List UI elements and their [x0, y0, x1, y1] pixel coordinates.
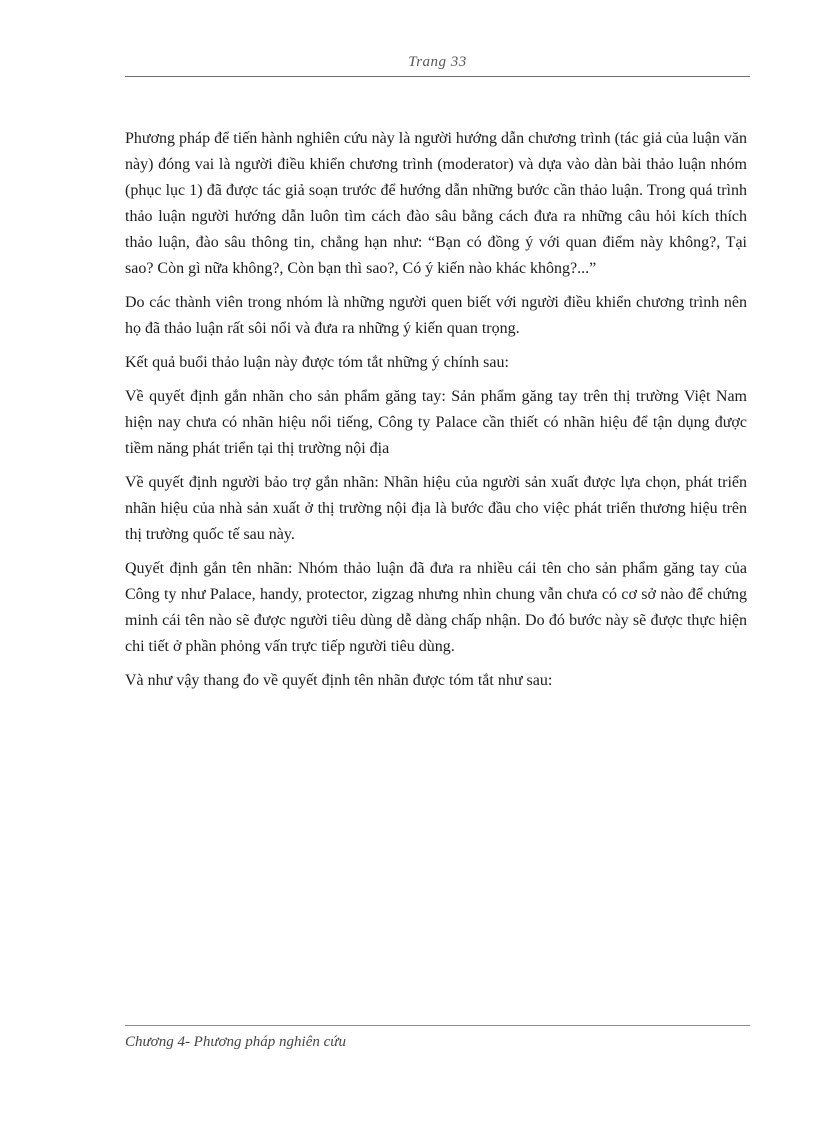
paragraph-results-intro: Kết quả buổi thảo luận này được tóm tắt những ý chính sau:	[125, 354, 509, 371]
paragraph-naming-decision: Quyết định gắn tên nhãn: Nhóm thảo luận đã đưa ra nhiều cái tên cho sản phẩm găng tay của Công ty như Palace, handy, protector, zigzag nhưng nhìn chung vẫn chưa có cơ sở nào để chứng minh cái tên nào sẽ được người tiêu dùng dễ dàng chấp nhận. Do đó bước này sẽ được thực hiện chi tiết ở phần phỏng vấn trực tiếp người tiêu dùng.	[125, 560, 747, 655]
page-footer	[125, 1025, 750, 1051]
paragraph-sponsor-decision: Về quyết định người bảo trợ gắn nhãn: Nhãn hiệu của người sản xuất được lựa chọn, phát triển nhãn hiệu của nhà sản xuất ở thị trường nội địa là bước đầu cho việc phát triển thương hiệu trên thị trường quốc tế sau này.	[125, 474, 747, 543]
paragraph-participants: Do các thành viên trong nhóm là những người quen biết với người điều khiển chương trình nên họ đã thảo luận rất sôi nổi và đưa ra những ý kiến quan trọng.	[125, 294, 747, 337]
paragraph-scale-summary: Và như vậy thang đo về quyết định tên nhãn được tóm tắt như sau:	[125, 672, 553, 689]
page-header	[125, 52, 750, 77]
paragraph-labeling-decision: Về quyết định gắn nhãn cho sản phẩm găng tay: Sản phẩm găng tay trên thị trường Việt Nam hiện nay chưa có nhãn hiệu nổi tiếng, Công ty Palace cần thiết có nhãn hiệu để tận dụng được tiềm năng phát triển tại thị trường nội địa	[125, 388, 747, 457]
paragraph-method: Phương pháp để tiến hành nghiên cứu này là người hướng dẫn chương trình (tác giả của luận văn này) đóng vai là người điều khiển chương trình (moderator) và dựa vào dàn bài thảo luận nhóm (phục lục 1) đã được tác giả soạn trước để hướng dẫn những bước cần thảo luận. Trong quá trình thảo luận người hướng dẫn luôn tìm cách đào sâu bằng cách đưa ra những câu hỏi kích thích thảo luận, đào sâu thông tin, chẳng hạn như: “Bạn có đồng ý với quan điểm này không?, Tại sao? Còn gì nữa không?, Còn bạn thì sao?, Có ý kiến nào khác không?...”	[125, 130, 747, 277]
chapter-label: Chương 4- Phương pháp nghiên cứu	[125, 1034, 346, 1050]
document-body	[125, 126, 747, 702]
page-number-label: Trang 33	[408, 54, 467, 70]
